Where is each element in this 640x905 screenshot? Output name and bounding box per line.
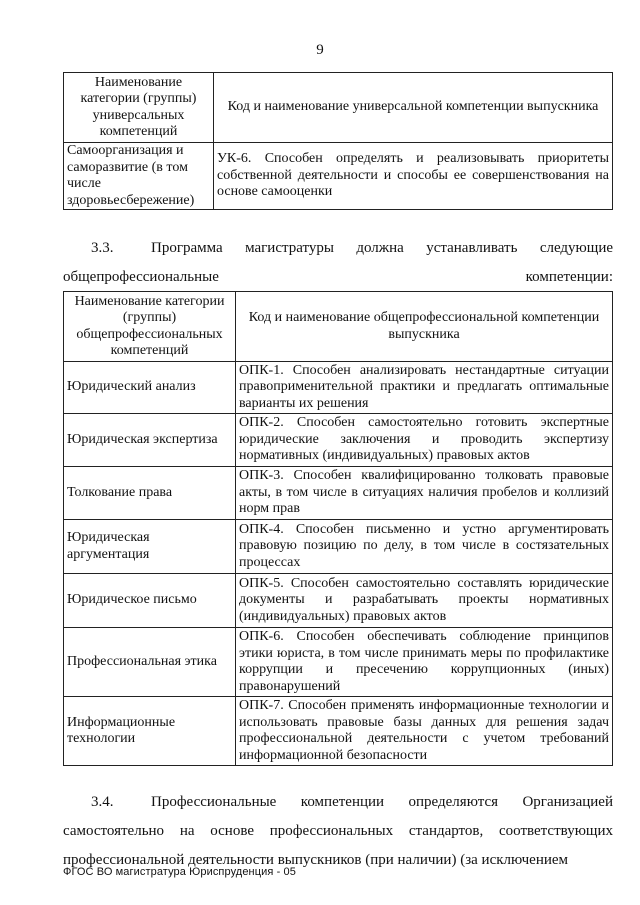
general-professional-competencies-table: [63, 291, 613, 766]
header-category: Наименование категории (группы) общепрофессиональных компетенций: [64, 292, 236, 362]
table-header-row: [64, 292, 613, 362]
header-category: Наименование категории (группы) универсальных компетенций: [64, 73, 214, 143]
paragraph-number: 3.4.: [91, 794, 114, 810]
page-footer: ФГОС ВО магистратура Юриспруденция - 05: [63, 866, 296, 878]
table-row: [64, 574, 613, 628]
table-row: [64, 628, 613, 697]
table-row: [64, 697, 613, 766]
page-number: 9: [316, 42, 324, 58]
row-description: ОПК-3. Способен квалифицированно толковать правовые акты, в том числе в ситуациях наличия пробелов и коллизий норм прав: [236, 467, 613, 520]
row-category: Юридический анализ: [64, 362, 236, 414]
row-category: Профессиональная этика: [64, 628, 236, 697]
row-category: Юридическое письмо: [64, 574, 236, 628]
header-competence: Код и наименование общепрофессиональной компетенции выпускника: [236, 292, 613, 362]
header-competence: Код и наименование универсальной компетенции выпускника: [214, 73, 613, 143]
table-row: [64, 467, 613, 520]
row-description: ОПК-4. Способен письменно и устно аргументировать правовую позицию по делу, в том числе в состязательных процессах: [236, 520, 613, 574]
table-row: [64, 414, 613, 467]
row-category: Толкование права: [64, 467, 236, 520]
universal-competencies-table: [63, 72, 613, 210]
table-row: [64, 520, 613, 574]
row-description: ОПК-2. Способен самостоятельно готовить экспертные юридические заключения и проводить экспертизу нормативных (индивидуальных) правовых актов: [236, 414, 613, 467]
paragraph-number: 3.3.: [91, 240, 114, 256]
paragraph-text: Программа магистратуры должна устанавливать следующие общепрофессиональные компетенции:: [63, 240, 613, 285]
table-row: [64, 362, 613, 414]
row-description: УК-6. Способен определять и реализовывать приоритеты собственной деятельности и способы ее совершенствования на основе самооценки: [214, 143, 613, 210]
row-description: ОПК-1. Способен анализировать нестандартные ситуации правоприменительной практики и предлагать оптимальные варианты их решения: [236, 362, 613, 414]
row-category: Информационные технологии: [64, 697, 236, 766]
row-category: Юридическая аргументация: [64, 520, 236, 574]
paragraph-3-4: [63, 788, 613, 875]
row-description: ОПК-5. Способен самостоятельно составлять юридические документы и разрабатывать проекты нормативных (индивидуальных) правовых актов: [236, 574, 613, 628]
paragraph-text: Профессиональные компетенции определяются Организацией самостоятельно на основе профессиональных стандартов, соответствующих профессиональной деятельности выпускников (при наличии) (за исключением: [63, 794, 613, 868]
table-row: [64, 143, 613, 210]
row-description: ОПК-7. Способен применять информационные технологии и использовать правовые базы данных для решения задач профессиональной деятельности с учетом требований информационной безопасности: [236, 697, 613, 766]
row-description: ОПК-6. Способен обеспечивать соблюдение принципов этики юриста, в том числе принимать меры по профилактике коррупции и пресечению коррупционных (иных) правонарушений: [236, 628, 613, 697]
row-category: Юридическая экспертиза: [64, 414, 236, 467]
table-header-row: [64, 73, 613, 143]
row-category: Самоорганизация и саморазвитие (в том числе здоровьесбережение): [64, 143, 214, 210]
paragraph-3-3: [63, 234, 613, 292]
